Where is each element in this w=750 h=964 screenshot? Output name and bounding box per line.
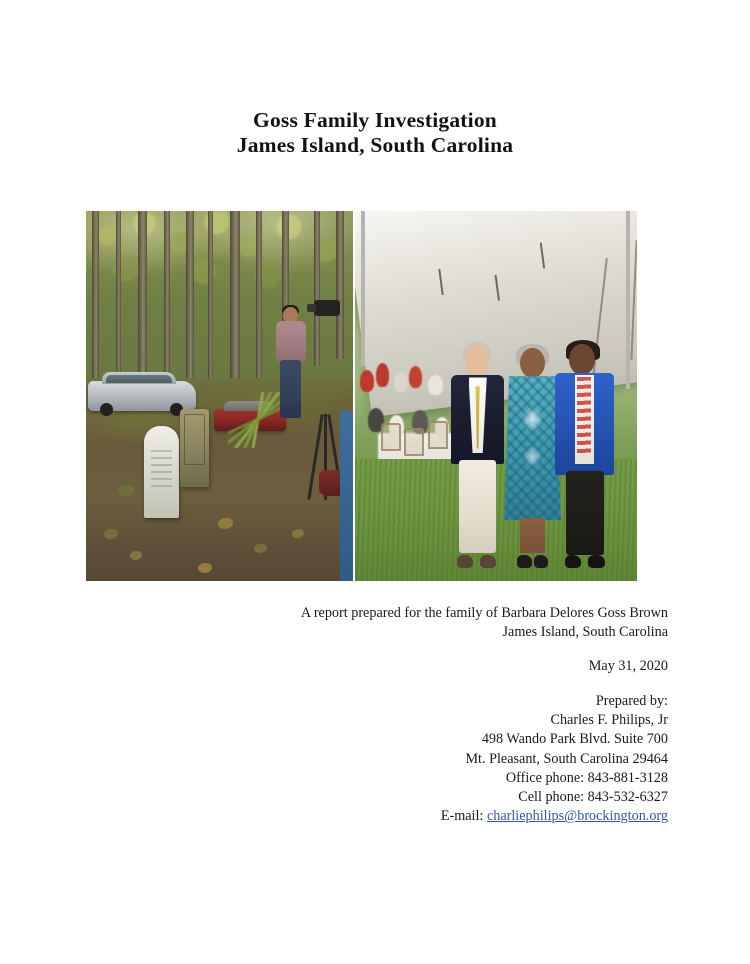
shoe: [534, 555, 549, 568]
patterned-blue-dress: [504, 376, 560, 520]
office-phone: Office phone: 843-881-3128: [505, 769, 668, 786]
page-title: [0, 108, 750, 158]
recipient-line-1: A report prepared for the family of Barbara Delores Goss Brown: [300, 605, 668, 621]
recipient-block: [301, 604, 668, 642]
shoe: [480, 555, 496, 568]
report-date: [589, 657, 668, 676]
tree-trunk: [164, 211, 170, 392]
video-camera: [314, 300, 340, 316]
patterned-scarf: [577, 377, 591, 452]
legs-jeans: [280, 360, 301, 418]
cell-phone: Cell phone: 843-532-6327: [518, 789, 668, 806]
email-link[interactable]: charliephilips@brockington.org: [486, 808, 668, 825]
email-row: [441, 807, 668, 826]
person-woman-right: [555, 344, 614, 566]
shoe: [565, 555, 582, 568]
cover-photo-row: [86, 211, 637, 581]
address-line-1: 498 Wando Park Blvd. Suite 700: [481, 731, 668, 748]
prepared-by-block: [441, 692, 668, 826]
head: [520, 348, 545, 379]
title-line-2: James Island, South Carolina: [236, 133, 514, 157]
shoe: [588, 555, 605, 568]
person-woman-center: [504, 348, 560, 566]
gravestone-white-marble: [144, 426, 179, 518]
tent-edge: [355, 211, 637, 212]
person-with-camera: [271, 307, 311, 514]
tent-pole: [626, 211, 630, 389]
tree-trunk: [116, 211, 121, 396]
khaki-trousers: [459, 460, 495, 553]
person-man-in-suit: [451, 344, 505, 566]
shoe: [517, 555, 532, 568]
title-line-1: Goss Family Investigation: [253, 108, 497, 132]
photo-cemetery: [86, 211, 353, 581]
photo-family-under-tent: [355, 211, 637, 581]
tree-trunk: [256, 211, 262, 389]
email-label: E-mail:: [440, 808, 484, 825]
prepared-by-heading: Prepared by:: [595, 693, 668, 709]
date-text: May 31, 2020: [588, 658, 668, 674]
person-edge-jeans: [340, 411, 353, 581]
tree-trunk: [208, 211, 213, 400]
legs: [520, 518, 545, 553]
silver-suv: [88, 381, 196, 411]
head: [569, 344, 595, 375]
black-trousers: [566, 471, 604, 555]
gravestone-tan-stone: [180, 409, 209, 487]
recipient-line-2: James Island, South Carolina: [502, 624, 668, 640]
head: [465, 344, 490, 377]
shoe: [457, 555, 473, 568]
author-name: Charles F. Philips, Jr: [550, 712, 668, 729]
tree-trunk: [92, 211, 99, 403]
address-line-2: Mt. Pleasant, South Carolina 29464: [465, 750, 668, 767]
tent-pole: [361, 211, 365, 366]
torso-shirt: [276, 321, 306, 362]
